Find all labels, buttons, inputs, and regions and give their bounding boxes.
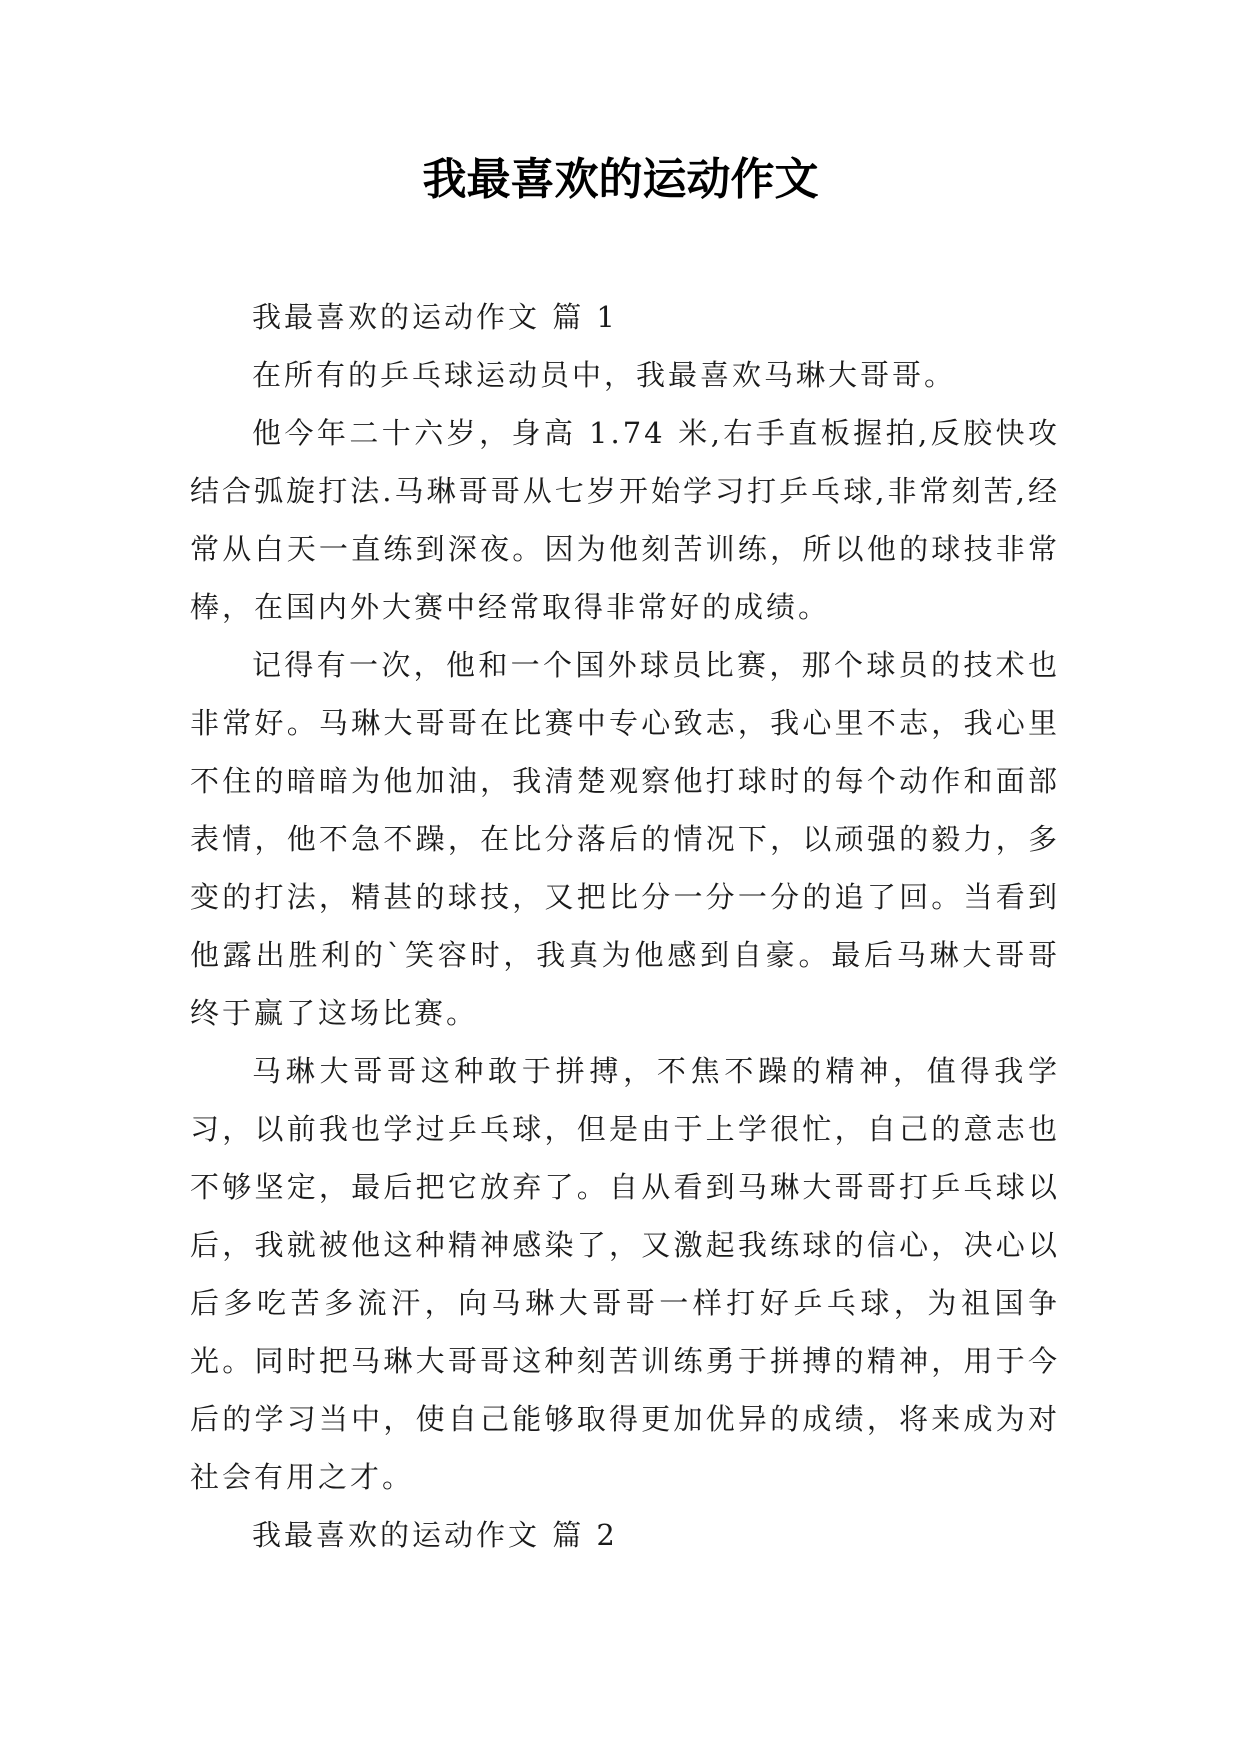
section-heading-2: 我最喜欢的运动作文 篇 2 bbox=[252, 1518, 618, 1552]
paragraph-2: 他今年二十六岁，身高 1.74 米,右手直板握拍,反胶快攻结合弧旋打法.马琳哥哥从七岁开始学习打乒乓球,非常刻苦,经常从白天一直练到深夜。因为他刻苦训练，所以他的球技非常棒，在国内外大赛中经常取得非常好的成绩。 bbox=[190, 416, 1060, 624]
paragraph-4: 马琳大哥哥这种敢于拼搏，不焦不躁的精神，值得我学习，以前我也学过乒乓球，但是由于上学很忙，自己的意志也不够坚定，最后把它放弃了。自从看到马琳大哥哥打乒乓球以后，我就被他这种精神感染了，又激起我练球的信心，决心以后多吃苦多流汗，向马琳大哥哥一样打好乒乓球，为祖国争光。同时把马琳大哥哥这种刻苦训练勇于拼搏的精神，用于今后的学习当中，使自己能够取得更加优异的成绩，将来成为对社会有用之才。 bbox=[190, 1054, 1060, 1494]
paragraph-1: 在所有的乒乓球运动员中，我最喜欢马琳大哥哥。 bbox=[252, 358, 957, 392]
section-heading-1: 我最喜欢的运动作文 篇 1 bbox=[252, 300, 618, 334]
document-body bbox=[190, 288, 1060, 1564]
paragraph-3: 记得有一次，他和一个国外球员比赛，那个球员的技术也非常好。马琳大哥哥在比赛中专心致志，我心里不志，我心里不住的暗暗为他加油，我清楚观察他打球时的每个动作和面部表情，他不急不躁，在比分落后的情况下，以顽强的毅力，多变的打法，精甚的球技，又把比分一分一分的追了回。当看到他露出胜利的`笑容时，我真为他感到自豪。最后马琳大哥哥终于赢了这场比赛。 bbox=[190, 648, 1060, 1030]
document-title: 我最喜欢的运动作文 bbox=[422, 154, 819, 205]
